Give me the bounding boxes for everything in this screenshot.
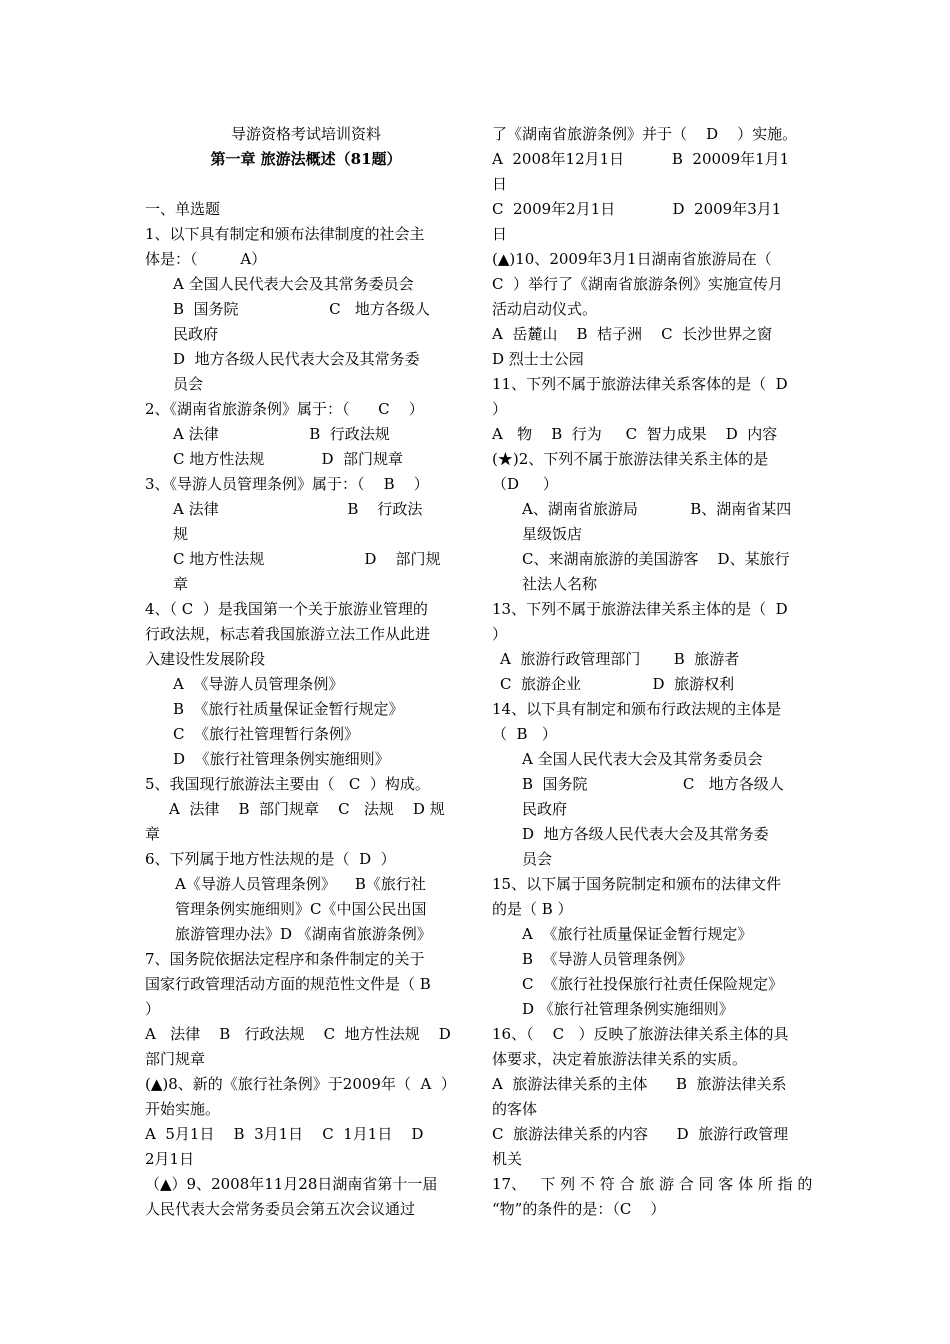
text-line: 4、（ C ）是我国第一个关于旅游业管理的 [145, 600, 428, 618]
text-line: 章 [145, 825, 161, 843]
text-line: (★)2、下列不属于旅游法律关系主体的是 [492, 450, 769, 468]
text-line: 13、下列不属于旅游法律关系主体的是（ D [492, 600, 788, 618]
text-line: A《导游人员管理条例》 B《旅行社 [175, 875, 426, 893]
text-line: C 地方性法规 D 部门规 [173, 550, 441, 568]
text-line: 民政府 [522, 800, 568, 818]
text-line: 活动启动仪式。 [492, 300, 598, 318]
text-line: (▲)8、新的《旅行社条例》于2009年（ A ） [145, 1075, 456, 1093]
text-line: 14、以下具有制定和颁布行政法规的主体是 [492, 700, 782, 718]
text-line: B 国务院 C 地方各级人 [522, 775, 784, 793]
text-line: 行政法规，标志着我国旅游立法工作从此进 [145, 625, 431, 643]
text-line: 体要求，决定着旅游法律关系的实质。 [492, 1050, 748, 1068]
text-line: 15、以下属于国务院制定和颁布的法律文件 [492, 875, 782, 893]
text-line: C 旅游法律关系的内容 D 旅游行政管理 [492, 1125, 789, 1143]
text-line: 规 [173, 525, 189, 543]
text-line: （ B ） [492, 725, 557, 743]
spacer [145, 172, 467, 197]
text-line: 的是（ B ） [492, 900, 573, 918]
text-line: 社法人名称 [522, 575, 598, 593]
text-line: 星级饭店 [522, 525, 583, 543]
text-line: （D ） [492, 475, 558, 493]
text-line: 人民代表大会常务委员会第五次会议通过 [145, 1200, 416, 1218]
text-line: A 法律 B 部门规章 C 法规 D 规 [169, 800, 445, 818]
text-line: A、湖南省旅游局 B、湖南省某四 [522, 500, 792, 518]
text-line: “物”的条件的是：（C ） [492, 1200, 666, 1218]
text-line: 机关 [492, 1150, 523, 1168]
text-line: B 《旅行社质量保证金暂行规定》 [173, 700, 404, 718]
text-line: D 《旅行社管理条例实施细则》 [522, 1000, 734, 1018]
text-line: 6、下列属于地方性法规的是（ D ） [145, 850, 396, 868]
text-line: 员会 [522, 850, 553, 868]
text-line: 国家行政管理活动方面的规范性文件是（ B [145, 975, 431, 993]
text-line: B 国务院 C 地方各级人 [173, 300, 430, 318]
text-line: 2月1日 [145, 1150, 195, 1168]
text-line: 5、我国现行旅游法主要由（ C ）构成。 [145, 775, 430, 793]
text-line: A 法律 B 行政法规 [173, 425, 390, 443]
text-line: C、来湖南旅游的美国游客 D、某旅行 [522, 550, 790, 568]
left-column-body [145, 197, 467, 1222]
text-line: A 法律 B 行政法规 C 地方性法规 D [145, 1025, 451, 1043]
text-line: D 地方各级人民代表大会及其常务委 [173, 350, 420, 368]
text-line: 开始实施。 [145, 1100, 221, 1118]
text-line: （▲）9、2008年11月28日湖南省第十一届 [145, 1175, 438, 1193]
text-line: D 《旅行社管理条例实施细则》 [173, 750, 390, 768]
text-line: 11、下列不属于旅游法律关系客体的是（ D [492, 375, 788, 393]
text-line: A 旅游法律关系的主体 B 旅游法律关系 [492, 1075, 787, 1093]
text-line: 管理条例实施细则》C《中国公民出国 [175, 900, 427, 918]
text-line: 2、《湖南省旅游条例》属于：（ C ） [145, 400, 424, 418]
left-column [145, 122, 467, 1222]
text-line: C 旅游企业 D 旅游权利 [500, 675, 735, 693]
text-line: D 烈士士公园 [492, 350, 584, 368]
text-line: 一、单选题 [145, 200, 221, 218]
text-line: 16、（ C ）反映了旅游法律关系主体的具 [492, 1025, 789, 1043]
document-title: 导游资格考试培训资料 [230, 125, 381, 143]
text-line: C ）举行了《湖南省旅游条例》实施宣传月 [492, 275, 784, 293]
text-line: A 5月1日 B 3月1日 C 1月1日 D [145, 1125, 424, 1143]
text-line: D 地方各级人民代表大会及其常务委 [522, 825, 769, 843]
text-line: ） [492, 625, 508, 643]
text-line: 17、 下 列 不 符 合 旅 游 合 同 客 体 所 指 的 [492, 1175, 813, 1193]
text-line: C 地方性法规 D 部门规章 [173, 450, 404, 468]
text-line: A 物 B 行为 C 智力成果 D 内容 [492, 425, 778, 443]
text-line: 日 [492, 225, 508, 243]
text-line: A 全国人民代表大会及其常务委员会 [173, 275, 414, 293]
text-line: A 法律 B 行政法 [173, 500, 423, 518]
text-line: 民政府 [173, 325, 219, 343]
text-line: C 《旅行社管理暂行条例》 [173, 725, 360, 743]
text-line: 1、以下具有制定和颁布法律制度的社会主 [145, 225, 425, 243]
text-line: C 2009年2月1日 D 2009年3月1 [492, 200, 782, 218]
chapter-heading: 第一章 旅游法概述（81题） [210, 150, 402, 168]
text-line: 3、《导游人员管理条例》属于：（ B ） [145, 475, 429, 493]
text-line: ） [145, 1000, 161, 1018]
text-line: 了《湖南省旅游条例》并于（ D ）实施。 [492, 125, 798, 143]
text-line: 部门规章 [145, 1050, 206, 1068]
text-line: C 《旅行社投保旅行社责任保险规定》 [522, 975, 784, 993]
text-line: 入建设性发展阶段 [145, 650, 266, 668]
text-line: A 全国人民代表大会及其常务委员会 [522, 750, 763, 768]
text-line: A 2008年12月1日 B 20009年1月1 [492, 150, 790, 168]
text-line: ） [492, 400, 508, 418]
text-line: 章 [173, 575, 189, 593]
text-line: 的客体 [492, 1100, 538, 1118]
text-line: 旅游管理办法》D 《湖南省旅游条例》 [175, 925, 432, 943]
text-line: 员会 [173, 375, 204, 393]
text-line: (▲)10、2009年3月1日湖南省旅游局在（ [492, 250, 772, 268]
text-line: 日 [492, 175, 508, 193]
right-column [492, 122, 814, 1222]
text-line: 体是：（ A） [145, 250, 267, 268]
text-line: A 《导游人员管理条例》 [173, 675, 344, 693]
text-line: B 《导游人员管理条例》 [522, 950, 693, 968]
text-line: A 旅游行政管理部门 B 旅游者 [500, 650, 740, 668]
text-line: 7、国务院依据法定程序和条件制定的关于 [145, 950, 425, 968]
text-line: A 岳麓山 B 桔子洲 C 长沙世界之窗 [492, 325, 773, 343]
right-column-body [492, 122, 814, 1222]
text-line: A 《旅行社质量保证金暂行规定》 [522, 925, 753, 943]
